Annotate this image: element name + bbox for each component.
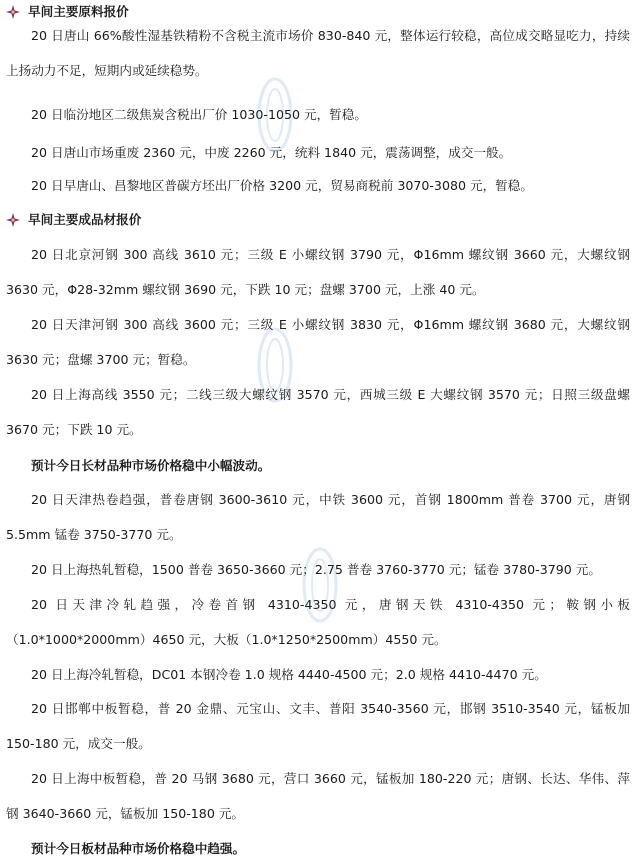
- watermark-logo-icon: [255, 325, 295, 405]
- paragraph: 20 日唐山 66%酸性湿基铁精粉不含税主流市场价 830-840 元，整体运行较稳，高位成交略显吃力，持续上扬动力不足，短期内或延续稳势。: [6, 28, 630, 78]
- paragraph: 20 日上海高线 3550 元；二线三级大螺纹钢 3570 元，西城三级 E 大螺纹钢 3570 元；日照三级盘螺 3670 元；下跌 10 元。: [6, 387, 630, 437]
- watermark-logo-icon: [255, 75, 295, 155]
- diamond-bullet-icon: [6, 5, 20, 19]
- paragraph: 20 日北京河钢 300 高线 3610 元；三级 E 小螺纹钢 3790 元，Φ16mm 螺纹钢 3660 元，大螺纹钢 3630 元，Φ28-32mm 螺纹钢 3690 元，下跌 10 元；盘螺 3700 元，上涨 40 元。: [6, 247, 630, 297]
- long-product-forecast: 预计今日长材品种市场价格稳中小幅波动。: [31, 458, 271, 473]
- finished-steel-heading-text: 早间主要成品材报价: [28, 212, 142, 227]
- paragraph: 20 日天津河钢 300 高线 3600 元；三级 E 小螺纹钢 3830 元，Φ16mm 螺纹钢 3680 元，大螺纹钢 3630 元；盘螺 3700 元；暂稳。: [6, 317, 630, 367]
- paragraph: 20 日天津热卷趋强，普卷唐钢 3600-3610 元，中铁 3600 元，首钢 1800mm 普卷 3700 元，唐钢 5.5mm 锰卷 3750-3770 元。: [6, 492, 630, 542]
- paragraph: 20 日邯郸中板暂稳，普 20 金鼎、元宝山、文丰、普阳 3540-3560 元，邯钢 3510-3540 元，锰板加 150-180 元，成交一般。: [6, 701, 630, 751]
- paragraph: 20 日上海中板暂稳，普 20 马钢 3680 元，营口 3660 元，锰板加 180-220 元；唐钢、长达、华伟、萍钢 3640-3660 元，锰板加 150-180 元。: [6, 771, 630, 821]
- paragraph: 20 日天津冷轧趋强，冷卷首钢 4310-4350 元，唐钢天铁 4310-4350 元；鞍钢小板（1.0*1000*2000mm）4650 元，大板（1.0*1250*2500mm）4550 元。: [6, 597, 630, 647]
- paragraph: 20 日上海热轧暂稳，1500 普卷 3650-3660 元；2.75 普卷 3760-3770 元；锰卷 3780-3790 元。: [31, 562, 601, 577]
- finished-steel-heading: [6, 212, 141, 228]
- paragraph: 20 日临汾地区二级焦炭含税出厂价 1030-1050 元，暂稳。: [31, 107, 367, 122]
- paragraph: 20 日上海冷轧暂稳，DC01 本钢冷卷 1.0 规格 4440-4500 元；2.0 规格 4410-4470 元。: [31, 667, 547, 682]
- paragraph: 20 日早唐山、昌黎地区普碳方坯出厂价格 3200 元，贸易商税前 3070-3080 元，暂稳。: [31, 178, 533, 193]
- paragraph: 20 日唐山市场重废 2360 元，中废 2260 元，统料 1840 元，震荡调整，成交一般。: [31, 145, 512, 160]
- raw-material-heading-text: 早间主要原料报价: [28, 4, 129, 19]
- flat-product-forecast: 预计今日板材品种市场价格稳中趋强。: [31, 841, 246, 856]
- diamond-bullet-icon: [6, 213, 20, 227]
- raw-material-heading: [6, 4, 129, 20]
- watermark-logo-icon: [300, 545, 340, 625]
